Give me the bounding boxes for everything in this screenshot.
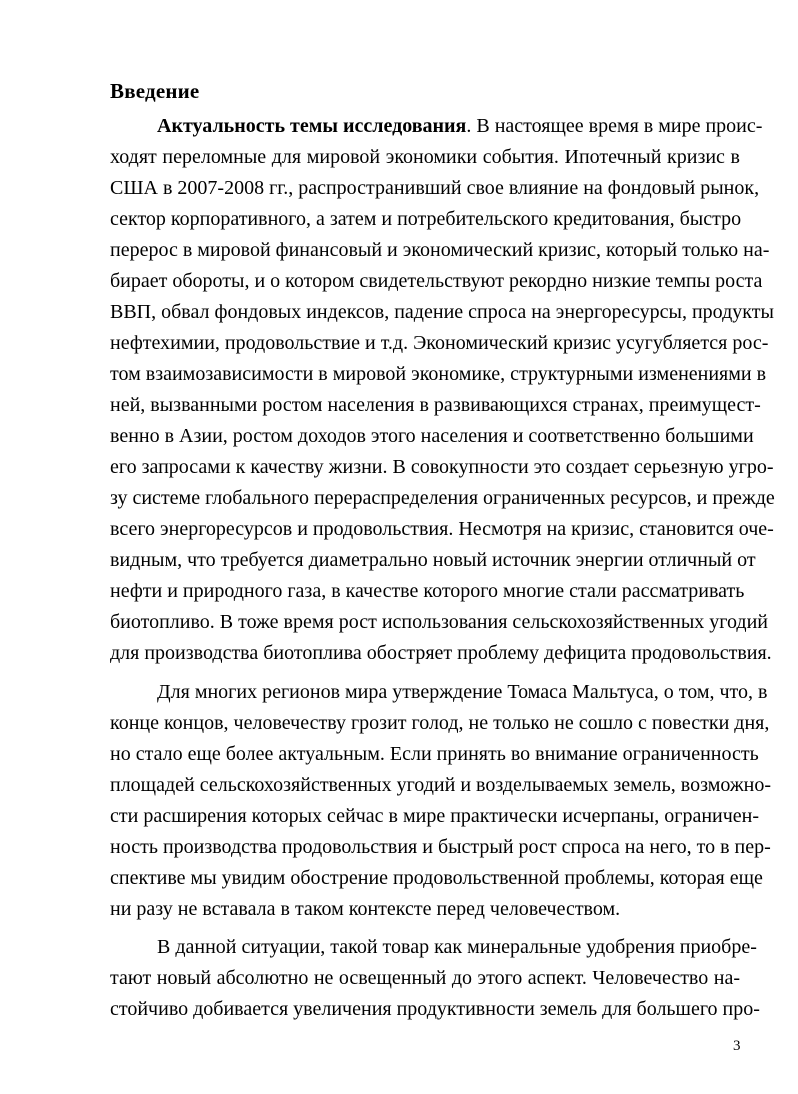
section-heading: Введение [110,79,200,103]
paragraph-1-line-13: зу системе глобального перераспределения ограниченных ресурсов, и прежде [110,487,775,509]
paragraph-1-line-15: видным, что требуется диаметрально новый источник энергии отличный от [110,549,756,571]
paragraph-1-line-10: ней, вызванными ростом населения в развивающихся странах, преимущест- [110,394,761,416]
paragraph-3-line-3: стойчиво добивается увеличения продуктивности земель для большего про- [110,998,760,1020]
paragraph-1-line-9: том взаимозависимости в мировой экономике, структурными изменениями в [110,363,767,385]
paragraph-1-line-14: всего энергоресурсов и продовольствия. Несмотря на кризис, становится оче- [110,518,774,540]
paragraph-1-line-16: нефти и природного газа, в качестве которого многие стали рассматривать [110,580,745,602]
page-number: 3 [733,1038,741,1054]
paragraph-1-line-17: биотопливо. В тоже время рост использования сельскохозяйственных угодий [110,611,768,633]
topic-relevance-lead: Актуальность темы исследования [157,115,467,137]
paragraph-1-line-2: ходят переломные для мировой экономики события. Ипотечный кризис в [110,146,740,168]
paragraph-1-line-1 [157,111,763,141]
paragraph-1-line-3: США в 2007-2008 гг., распространивший свое влияние на фондовый рынок, [110,177,760,199]
paragraph-2-line-7: спективе мы увидим обострение продовольственной проблемы, которая еще [110,867,763,889]
paragraph-2-line-1: Для многих регионов мира утверждение Томаса Мальтуса, о том, что, в [157,681,768,703]
paragraph-2-line-3: но стало еще более актуальным. Если принять во внимание ограниченность [110,743,759,765]
paragraph-1-line-6: бирает обороты, и о котором свидетельствуют рекордно низкие темпы роста [110,270,763,292]
paragraph-2-line-8: ни разу не вставала в таком контексте перед человечеством. [110,898,621,920]
paragraph-2-line-5: сти расширения которых сейчас в мире практически исчерпаны, ограничен- [110,805,760,827]
paragraph-3-line-2: тают новый абсолютно не освещенный до этого аспект. Человечество на- [110,967,740,989]
paragraph-1-line-11: венно в Азии, ростом доходов этого населения и соответственно большими [110,425,754,447]
paragraph-1-line-1-text: . В настоящее время в мире проис- [466,115,763,137]
paragraph-1-line-18: для производства биотоплива обостряет проблему дефицита продовольствия. [110,642,772,664]
paragraph-2-line-4: площадей сельскохозяйственных угодий и возделываемых земель, возможно- [110,774,772,796]
paragraph-1-line-8: нефтехимии, продовольствие и т.д. Экономический кризис усугубляется рос- [110,332,769,354]
paragraph-3-line-1: В данной ситуации, такой товар как минеральные удобрения приобре- [157,936,757,958]
paragraph-1-line-7: ВВП, обвал фондовых индексов, падение спроса на энергоресурсы, продукты [110,301,774,323]
paragraph-1-line-12: его запросами к качеству жизни. В совокупности это создает серьезную угро- [110,456,774,478]
paragraph-2-line-6: ность производства продовольствия и быстрый рост спроса на него, то в пер- [110,836,771,858]
paragraph-1-line-5: перерос в мировой финансовый и экономический кризис, который только на- [110,239,770,261]
paragraph-1-line-4: сектор корпоративного, а затем и потребительского кредитования, быстро [110,208,742,230]
paragraph-2-line-2: конце концов, человечеству грозит голод, не только не сошло с повестки дня, [110,712,770,734]
